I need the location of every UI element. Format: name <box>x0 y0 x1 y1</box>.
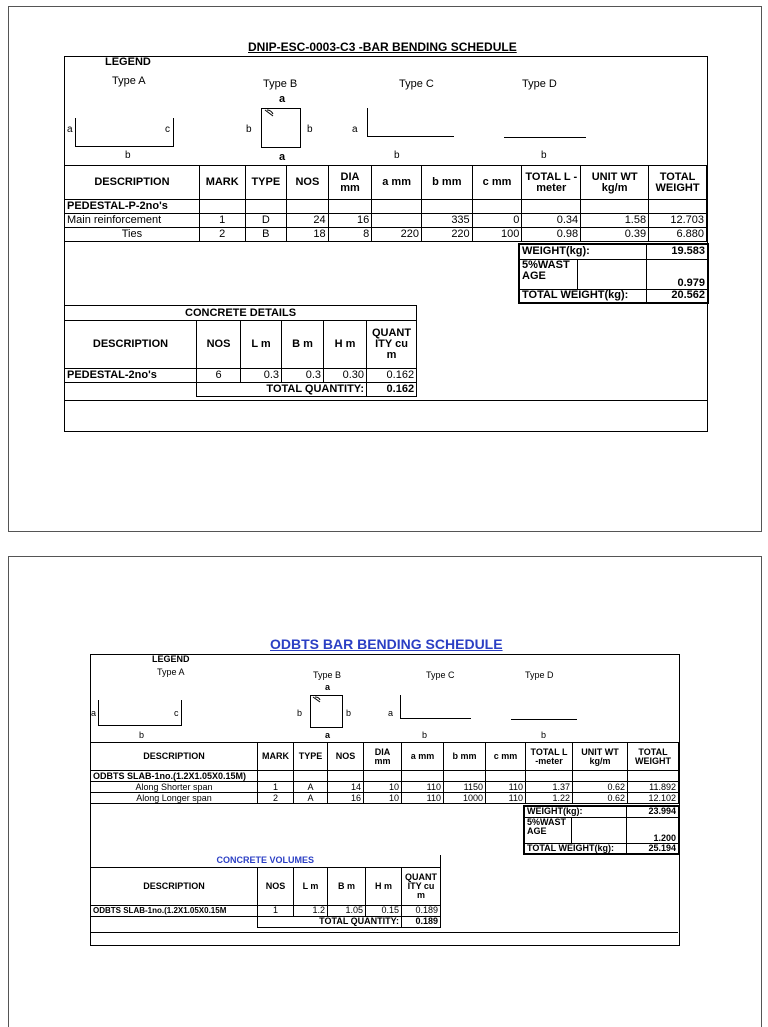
cell-c: 110 <box>486 782 526 793</box>
cell-mark: 1 <box>258 782 294 793</box>
header-cell: UNIT WT kg/m <box>581 166 649 200</box>
header-cell: DIA mm <box>364 743 402 771</box>
cell-mark: 1 <box>199 214 245 228</box>
cell-dia: 10 <box>364 793 402 804</box>
header-cell: DESCRIPTION <box>65 321 197 369</box>
header-cell: DIA mm <box>328 166 372 200</box>
concrete-heading: CONCRETE VOLUMES <box>91 855 441 867</box>
type-b-hook-icon <box>261 108 279 126</box>
header-cell: TOTAL WEIGHT <box>628 743 679 771</box>
sheet-2-title: ODBTS BAR BENDING SCHEDULE <box>270 636 503 652</box>
weight-summary <box>518 243 709 304</box>
cell-mark: 2 <box>258 793 294 804</box>
table-header-row <box>91 743 679 771</box>
header-cell: NOS <box>197 321 241 369</box>
legend-type-c-label: Type C <box>426 670 455 680</box>
cell-nos: 24 <box>287 214 329 228</box>
concrete-details-table <box>64 305 417 397</box>
wastage-row <box>524 817 679 843</box>
type-b-dim-b-right: b <box>307 124 313 135</box>
cell-description: Along Shorter span <box>91 782 258 793</box>
cell-description: PEDESTAL-2no's <box>65 369 197 383</box>
type-c-dim-a: a <box>352 124 358 135</box>
cell-length: 0.3 <box>241 369 282 383</box>
type-b-dim-a-top: a <box>279 93 286 105</box>
legend-heading: LEGEND <box>152 654 190 664</box>
group-row <box>65 200 707 214</box>
type-b-dim-b-left: b <box>297 708 303 718</box>
header-cell: L m <box>294 867 328 905</box>
group-label: PEDESTAL-P-2no's <box>65 200 200 214</box>
cell-total-length: 1.22 <box>526 793 573 804</box>
weight-summary <box>523 805 680 855</box>
legend-type-d-label: Type D <box>522 78 557 90</box>
cell-a <box>372 214 422 228</box>
cell-b: 220 <box>421 228 472 242</box>
cell-description: Ties <box>65 228 200 242</box>
cell-type: A <box>294 782 328 793</box>
total-weight-value: 20.562 <box>646 289 708 303</box>
header-cell: NOS <box>258 867 294 905</box>
header-cell: b mm <box>444 743 486 771</box>
header-cell: QUANT ITY cu m <box>402 867 441 905</box>
legend-type-c-label: Type C <box>399 78 434 90</box>
table-divider <box>90 932 678 933</box>
type-a-dim-b: b <box>139 730 145 740</box>
concrete-header-row <box>65 321 417 369</box>
type-b-dim-b-left: b <box>246 124 252 135</box>
weight-value: 19.583 <box>646 244 708 259</box>
cell-dia: 8 <box>328 228 372 242</box>
type-c-dim-b: b <box>394 150 400 161</box>
cell-type: B <box>245 228 287 242</box>
header-cell: DESCRIPTION <box>91 743 258 771</box>
header-cell: H m <box>324 321 367 369</box>
header-cell: TOTAL L -meter <box>522 166 581 200</box>
header-cell: c mm <box>486 743 526 771</box>
type-b-hook-icon <box>310 695 325 710</box>
weight-row <box>519 244 708 259</box>
type-a-shape <box>75 118 174 147</box>
wastage-label: 5%WAST AGE <box>524 817 571 843</box>
cell-total-length: 1.37 <box>526 782 573 793</box>
legend-type-a-label: Type A <box>157 667 185 677</box>
header-cell: b mm <box>421 166 472 200</box>
type-d-shape <box>504 137 586 138</box>
type-b-dim-a-bottom: a <box>325 730 331 740</box>
header-cell: B m <box>328 867 366 905</box>
total-quantity-label: TOTAL QUANTITY: <box>197 383 367 397</box>
table-row <box>65 214 707 228</box>
legend-type-a-label: Type A <box>112 75 146 87</box>
type-b-dim-a-bottom: a <box>279 151 286 163</box>
cell-a: 110 <box>402 793 444 804</box>
header-cell: TOTAL L -meter <box>526 743 573 771</box>
type-d-dim-b: b <box>541 150 547 161</box>
header-cell: TYPE <box>294 743 328 771</box>
header-cell: a mm <box>402 743 444 771</box>
total-weight-label: TOTAL WEIGHT(kg): <box>519 289 646 303</box>
concrete-heading: CONCRETE DETAILS <box>65 306 417 321</box>
cell-b: 1000 <box>444 793 486 804</box>
cell-a: 110 <box>402 782 444 793</box>
header-cell: NOS <box>328 743 364 771</box>
concrete-header-row <box>91 867 441 905</box>
wastage-value: 0.979 <box>646 259 708 289</box>
cell-c: 100 <box>472 228 522 242</box>
concrete-volumes-table <box>90 855 441 928</box>
header-cell: QUANT ITY cu m <box>367 321 417 369</box>
type-c-shape <box>367 108 454 137</box>
header-cell: c mm <box>472 166 522 200</box>
legend-type-b-label: Type B <box>263 78 298 90</box>
type-c-shape <box>400 695 471 719</box>
type-b-dim-a-top: a <box>325 682 331 692</box>
total-quantity-value: 0.189 <box>402 916 441 927</box>
bar-schedule-table <box>90 742 679 804</box>
cell-nos: 16 <box>328 793 364 804</box>
legend-type-d-label: Type D <box>525 670 554 680</box>
table-row <box>91 793 679 804</box>
cell-breadth: 0.3 <box>282 369 324 383</box>
concrete-total-row <box>91 916 441 927</box>
cell-dia: 10 <box>364 782 402 793</box>
total-quantity-label: TOTAL QUANTITY: <box>258 916 402 927</box>
type-a-dim-a: a <box>67 124 73 135</box>
type-a-dim-b: b <box>125 150 131 161</box>
cell-total-length: 0.98 <box>522 228 581 242</box>
group-label: ODBTS SLAB-1no.(1.2X1.05X0.15M) <box>91 771 258 782</box>
table-row <box>91 782 679 793</box>
cell-height: 0.15 <box>366 905 402 916</box>
weight-row <box>524 806 679 817</box>
cell-b: 335 <box>421 214 472 228</box>
cell-a: 220 <box>372 228 422 242</box>
weight-value: 23.994 <box>626 806 679 817</box>
header-cell: DESCRIPTION <box>91 867 258 905</box>
type-c-dim-b: b <box>422 730 428 740</box>
cell-unit-weight: 0.39 <box>581 228 649 242</box>
table-row <box>65 369 417 383</box>
cell-c: 110 <box>486 793 526 804</box>
weight-label: WEIGHT(kg): <box>519 244 646 259</box>
cell-description: ODBTS SLAB-1no.(1.2X1.05X0.15M <box>91 905 258 916</box>
cell-c: 0 <box>472 214 522 228</box>
cell-nos: 14 <box>328 782 364 793</box>
cell-total-weight: 12.102 <box>628 793 679 804</box>
cell-unit-weight: 0.62 <box>573 782 628 793</box>
type-d-dim-b: b <box>541 730 547 740</box>
total-quantity-value: 0.162 <box>367 383 417 397</box>
table-header-row <box>65 166 707 200</box>
header-cell: MARK <box>199 166 245 200</box>
cell-type: A <box>294 793 328 804</box>
weight-label: WEIGHT(kg): <box>524 806 626 817</box>
header-cell: B m <box>282 321 324 369</box>
cell-quantity: 0.162 <box>367 369 417 383</box>
type-a-shape <box>98 700 182 726</box>
cell-total-weight: 12.703 <box>649 214 707 228</box>
header-cell: TYPE <box>245 166 287 200</box>
total-weight-row <box>519 289 708 303</box>
concrete-heading-row <box>65 306 417 321</box>
cell-unit-weight: 1.58 <box>581 214 649 228</box>
header-cell: H m <box>366 867 402 905</box>
cell-description: Main reinforcement <box>65 214 200 228</box>
cell-unit-weight: 0.62 <box>573 793 628 804</box>
header-cell: TOTAL WEIGHT <box>649 166 707 200</box>
cell-nos: 1 <box>258 905 294 916</box>
type-a-dim-a: a <box>91 708 97 718</box>
cell-nos: 18 <box>287 228 329 242</box>
cell-breadth: 1.05 <box>328 905 366 916</box>
table-row <box>65 228 707 242</box>
cell-total-length: 0.34 <box>522 214 581 228</box>
cell-length: 1.2 <box>294 905 328 916</box>
legend-type-b-label: Type B <box>313 670 342 680</box>
header-cell: DESCRIPTION <box>65 166 200 200</box>
type-a-dim-c: c <box>174 708 179 718</box>
wastage-value: 1.200 <box>626 817 679 843</box>
wastage-label: 5%WAST AGE <box>519 259 577 289</box>
sheet-1-title: DNIP-ESC-0003-C3 -BAR BENDING SCHEDULE <box>248 40 517 54</box>
legend-heading: LEGEND <box>105 56 151 68</box>
bar-schedule-table <box>64 165 707 242</box>
cell-quantity: 0.189 <box>402 905 441 916</box>
cell-height: 0.30 <box>324 369 367 383</box>
header-cell: UNIT WT kg/m <box>573 743 628 771</box>
group-row <box>91 771 679 782</box>
concrete-total-row <box>65 383 417 397</box>
cell-dia: 16 <box>328 214 372 228</box>
cell-total-weight: 11.892 <box>628 782 679 793</box>
cell-nos: 6 <box>197 369 241 383</box>
header-cell: a mm <box>372 166 422 200</box>
total-weight-label: TOTAL WEIGHT(kg): <box>524 843 626 854</box>
concrete-heading-row <box>91 855 441 867</box>
table-divider <box>64 400 707 401</box>
type-b-dim-b-right: b <box>346 708 352 718</box>
header-cell: L m <box>241 321 282 369</box>
type-d-shape <box>511 719 577 720</box>
cell-b: 1150 <box>444 782 486 793</box>
header-cell: MARK <box>258 743 294 771</box>
type-a-dim-c: c <box>165 124 170 135</box>
cell-total-weight: 6.880 <box>649 228 707 242</box>
cell-mark: 2 <box>199 228 245 242</box>
header-cell: NOS <box>287 166 329 200</box>
cell-description: Along Longer span <box>91 793 258 804</box>
type-c-dim-a: a <box>388 708 394 718</box>
table-row <box>91 905 441 916</box>
total-weight-row <box>524 843 679 854</box>
cell-type: D <box>245 214 287 228</box>
wastage-row <box>519 259 708 289</box>
total-weight-value: 25.194 <box>626 843 679 854</box>
